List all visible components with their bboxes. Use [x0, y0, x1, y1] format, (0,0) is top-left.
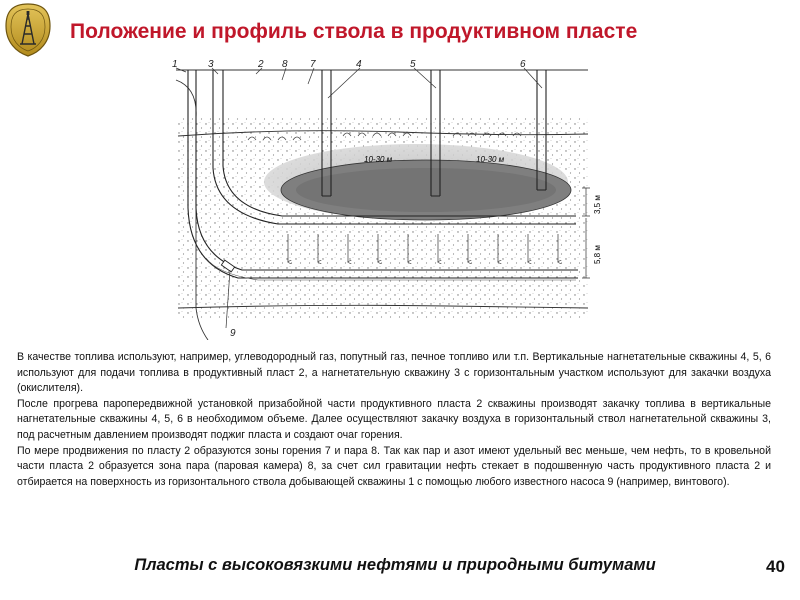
paragraph-3: По мере продвижения по пласту 2 образуются зоны горения 7 и пара 8. Так как пар и азот имеют удельный вес меньше, чем нефть, то в кровельной части пласта 2 образуется зона пара (паровая камера) 8, за счет сил гравитации нефть стекает в подошвенную часть продуктивного пласта 2 и отбирается на поверхность из горизонтального ствола добывающей скважины 1 с помощью любого известного насоса 9 (например, винтового).: [17, 444, 771, 488]
callout-3: 3: [208, 59, 214, 70]
dimension-label-upper: 3,5 м: [593, 195, 602, 214]
slide-title: Положение и профиль ствола в продуктивном пласте: [70, 20, 638, 43]
callout-1: 1: [172, 59, 178, 70]
callout-7: 7: [310, 59, 316, 70]
zone-label-left: 10-30 м: [364, 155, 393, 164]
callout-2: 2: [258, 59, 264, 70]
zone-label-right: 10-30 м: [476, 155, 505, 164]
callout-9: 9: [230, 328, 236, 339]
callout-4: 4: [356, 59, 362, 70]
callout-5: 5: [410, 59, 416, 70]
university-logo: [2, 2, 54, 58]
footer-caption: Пласты с высоковязкими нефтями и природными битумами: [134, 556, 656, 574]
callout-8: 8: [282, 59, 288, 70]
paragraph-1: В качестве топлива используют, например, углеводородный газ, попутный газ, печное топливо или т.п. Вертикальные нагнетательные скважины 4, 5, 6 используют для подачи топлива в продуктивный пласт 2, а нагнетательную скважину 3 с горизонтальным участком используют для закачки воздуха (окислителя).: [17, 351, 771, 395]
paragraph-2: После прогрева паропередвижной установкой призабойной части продуктивного пласта 2 скважины производят закачку топлива в вертикальные нагнетательные скважины 4, 5, 6 в необходимом объеме. Далее осуществляют закачку воздуха в горизонтальный ствол нагнетательной скважины 3, под расчетным давлением производят поджиг пласта и создают очаг горения.: [17, 397, 771, 441]
callout-6: 6: [520, 59, 526, 70]
dimension-label-lower: 5,8 м: [593, 245, 602, 264]
page-number: 40: [766, 557, 785, 576]
well-profile-diagram: [168, 58, 608, 340]
description-text: [17, 350, 771, 490]
